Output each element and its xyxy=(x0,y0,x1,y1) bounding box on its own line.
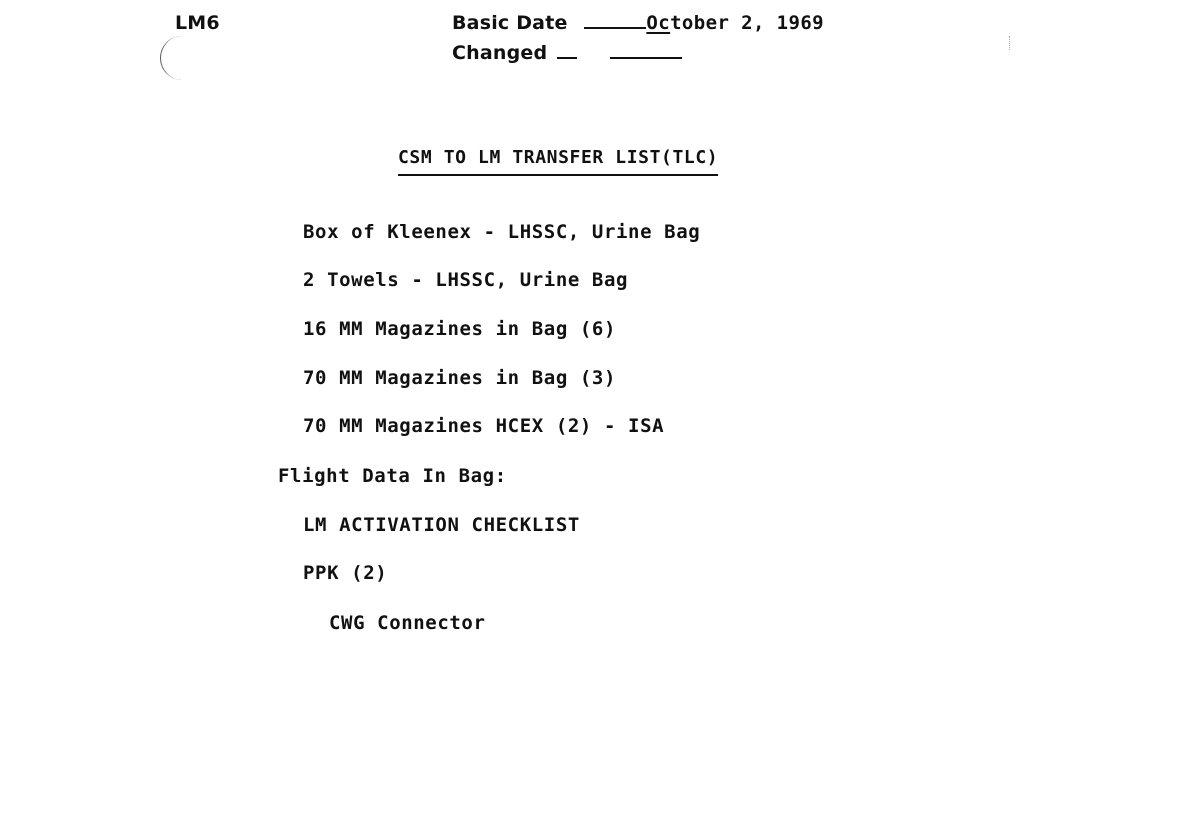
basic-date-value-rest: tober 2, 1969 xyxy=(670,12,825,34)
list-item: Box of Kleenex - LHSSC, Urine Bag xyxy=(303,221,701,243)
changed-label: Changed xyxy=(452,42,548,64)
flight-data-item: LM ACTIVATION CHECKLIST xyxy=(303,514,580,536)
changed-blank-line-2 xyxy=(610,57,682,59)
changed-row xyxy=(452,42,682,64)
changed-blank-line-1 xyxy=(557,57,577,59)
document-code: LM6 xyxy=(175,12,220,34)
scan-speck-mark xyxy=(1009,36,1013,50)
basic-date-row xyxy=(452,12,824,34)
document-title: CSM TO LM TRANSFER LIST(TLC) xyxy=(398,147,718,176)
basic-date-value xyxy=(646,12,824,34)
flight-data-sub-item: CWG Connector xyxy=(329,612,486,634)
basic-date-blank-line xyxy=(584,27,646,29)
basic-date-value-underlined: Oc xyxy=(646,12,671,34)
margin-bracket-mark xyxy=(160,36,183,80)
list-item: 70 MM Magazines HCEX (2) - ISA xyxy=(303,415,665,437)
basic-date-label: Basic Date xyxy=(452,12,568,34)
list-item: 16 MM Magazines in Bag (6) xyxy=(303,318,617,340)
list-item: 2 Towels - LHSSC, Urine Bag xyxy=(303,269,629,291)
flight-data-heading: Flight Data In Bag: xyxy=(278,465,507,487)
flight-data-item: PPK (2) xyxy=(303,562,388,584)
list-item: 70 MM Magazines in Bag (3) xyxy=(303,367,617,389)
